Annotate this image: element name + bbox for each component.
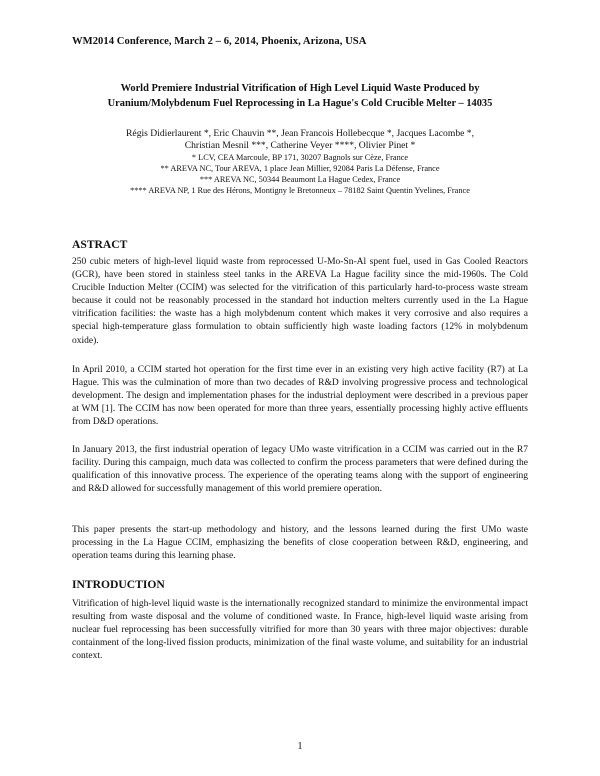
- introduction-heading: INTRODUCTION: [72, 578, 165, 591]
- conference-header: WM2014 Conference, March 2 – 6, 2014, Phoenix, Arizona, USA: [72, 36, 367, 47]
- affiliation-1: * LCV, CEA Marcoule, BP 171, 30207 Bagnols sur Cèze, France: [191, 153, 409, 162]
- title-line-2: Uranium/Molybdenum Fuel Reprocessing in La Hague's Cold Crucible Melter – 14035: [107, 98, 493, 109]
- author-block: [70, 128, 530, 196]
- introduction-paragraph: Vitrification of high-level liquid waste is the internationally recognized standard to minimize the environmental impact resulting from waste disposal and the volume of conditioned waste. In France, high-level liquid waste arising from nuclear fuel reprocessing has been successfully vitrified for more than 30 years with three major objectives: durable containment of the long-lived fission products, minimization of the final waste volume, and suitability for an industrial context.: [72, 599, 528, 662]
- abstract-heading: ASTRACT: [72, 238, 128, 251]
- paper-title: [70, 81, 530, 111]
- page-number: 1: [297, 741, 303, 752]
- authors-line-2: Christian Mesnil ***, Catherine Veyer ****, Olivier Pinet *: [184, 140, 416, 151]
- authors-line-1: Régis Didierlaurent *, Eric Chauvin **, Jean Francois Hollebecque *, Jacques Lacombe *,: [126, 128, 474, 139]
- abstract-paragraph-1: 250 cubic meters of high-level liquid waste from reprocessed U-Mo-Sn-Al spent fuel, used in Gas Cooled Reactors (GCR), have been stored in stainless steel tanks in the AREVA La Hague facility since the mid-1960s. The Cold Crucible Induction Melter (CCIM) was selected for the vitrification of this particularly hard-to-process waste stream because it could not be reasonably processed in the standard hot induction melters currently used in the La Hague vitrification facilities: the waste has a high molybdenum content which makes it very corrosive and also requires a special high-temperature glass formulation to obtain sufficiently high waste loading factors (12% in molybdenum oxide).: [72, 257, 528, 346]
- affiliation-4: **** AREVA NP, 1 Rue des Hérons, Montigny le Bretonneux – 78182 Saint Quentin Yvelines, France: [130, 186, 470, 195]
- abstract-paragraph-3: In January 2013, the first industrial operation of legacy UMo waste vitrification in a CCIM was carried out in the R7 facility. During this campaign, much data was collected to confirm the process parameters that were defined during the qualification of this innovative process. The experience of the operating teams along with the support of engineering and R&D allowed for successfully management of this world premiere operation.: [72, 445, 528, 495]
- abstract-paragraph-4: This paper presents the start-up methodology and history, and the lessons learned during the first UMo waste processing in the La Hague CCIM, emphasizing the benefits of close cooperation between R&D, engineering, and operation teams during this learning phase.: [72, 525, 528, 562]
- affiliation-2: ** AREVA NC, Tour AREVA, 1 place Jean Millier, 92084 Paris La Défense, France: [160, 164, 440, 173]
- title-line-1: World Premiere Industrial Vitrification of High Level Liquid Waste Produced by: [120, 83, 480, 94]
- affiliation-3: *** AREVA NC, 50344 Beaumont La Hague Cedex, France: [199, 175, 401, 184]
- abstract-paragraph-2: In April 2010, a CCIM started hot operation for the first time ever in an existing very high active facility (R7) at La Hague. This was the culmination of more than two decades of R&D involving progressive process and technological development. The design and implementation phases for the industrial deployment were described in a previous paper at WM [1]. The CCIM has now been operated for more than three years, essentially processing highly active effluents from D&D operations.: [72, 365, 528, 428]
